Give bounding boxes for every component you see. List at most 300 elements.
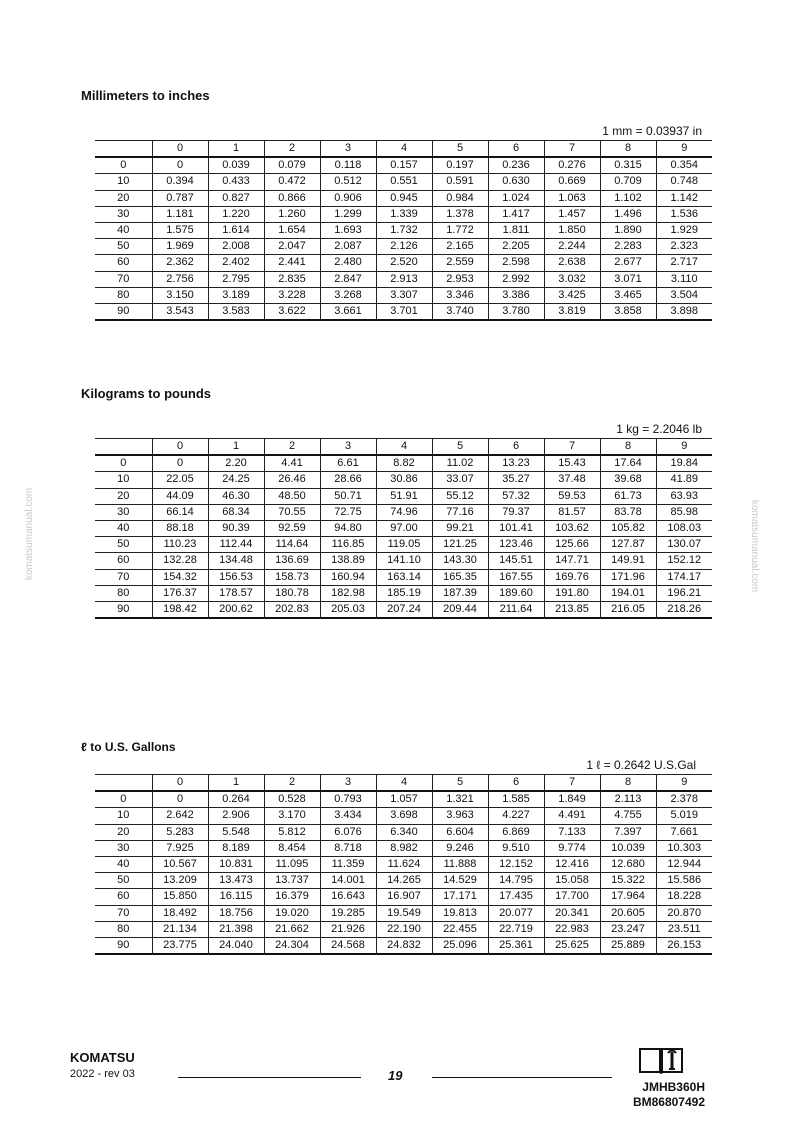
table-cell: 1.732 [376, 222, 432, 238]
table-cell: 5.019 [656, 808, 712, 824]
table-cell: 0.433 [208, 174, 264, 190]
row-header: 80 [95, 585, 152, 601]
table-cell: 3.189 [208, 287, 264, 303]
table-cell: 2.165 [432, 239, 488, 255]
table-cell: 0.748 [656, 174, 712, 190]
table-cell: 1.220 [208, 206, 264, 222]
table-cell: 3.583 [208, 303, 264, 320]
table-cell: 138.89 [320, 553, 376, 569]
table-cell: 134.48 [208, 553, 264, 569]
table-row [95, 455, 712, 472]
table-row [95, 873, 712, 889]
table-row [95, 206, 712, 222]
row-header: 10 [95, 174, 152, 190]
row-header: 40 [95, 520, 152, 536]
table-cell: 4.227 [488, 808, 544, 824]
table-cell: 2.520 [376, 255, 432, 271]
table-cell: 20.605 [600, 905, 656, 921]
table-cell: 0.630 [488, 174, 544, 190]
table-cell: 145.51 [488, 553, 544, 569]
table-cell: 24.304 [264, 937, 320, 954]
table-cell: 3.963 [432, 808, 488, 824]
table-cell: 1.102 [600, 190, 656, 206]
table-cell: 2.835 [264, 271, 320, 287]
table-cell: 21.926 [320, 921, 376, 937]
conversion-note-kg: 1 kg = 2.2046 lb [616, 422, 702, 436]
table-cell: 59.53 [544, 488, 600, 504]
table-cell: 18.756 [208, 905, 264, 921]
table-cell: 23.247 [600, 921, 656, 937]
table-cell: 0.118 [320, 157, 376, 174]
table-row [95, 585, 712, 601]
table-cell: 66.14 [152, 504, 208, 520]
table-cell: 132.28 [152, 553, 208, 569]
table-cell: 0 [152, 791, 208, 808]
table-cell: 13.737 [264, 873, 320, 889]
table-cell: 48.50 [264, 488, 320, 504]
table-cell: 116.85 [320, 537, 376, 553]
table-cell: 1.321 [432, 791, 488, 808]
table-cell: 136.69 [264, 553, 320, 569]
table-cell: 92.59 [264, 520, 320, 536]
table-cell: 3.858 [600, 303, 656, 320]
table-cell: 3.307 [376, 287, 432, 303]
row-header: 30 [95, 840, 152, 856]
table-cell: 39.68 [600, 472, 656, 488]
row-header: 90 [95, 937, 152, 954]
table-cell: 2.323 [656, 239, 712, 255]
column-header: 3 [320, 775, 376, 792]
table-cell: 11.624 [376, 856, 432, 872]
table-cell: 79.37 [488, 504, 544, 520]
column-header [95, 439, 152, 456]
table-cell: 101.41 [488, 520, 544, 536]
table-cell: 202.83 [264, 601, 320, 618]
table-cell: 216.05 [600, 601, 656, 618]
table-cell: 141.10 [376, 553, 432, 569]
table-cell: 25.625 [544, 937, 600, 954]
table-cell: 0.793 [320, 791, 376, 808]
table-cell: 21.134 [152, 921, 208, 937]
table-cell: 0.945 [376, 190, 432, 206]
row-header: 60 [95, 889, 152, 905]
column-header: 4 [376, 141, 432, 158]
table-row [95, 937, 712, 954]
table-cell: 160.94 [320, 569, 376, 585]
table-cell: 2.598 [488, 255, 544, 271]
table-cell: 37.48 [544, 472, 600, 488]
table-row [95, 856, 712, 872]
table-cell: 88.18 [152, 520, 208, 536]
row-header: 80 [95, 287, 152, 303]
table-cell: 147.71 [544, 553, 600, 569]
table-cell: 0 [152, 157, 208, 174]
table-cell: 149.91 [600, 553, 656, 569]
table-cell: 25.889 [600, 937, 656, 954]
table-cell: 205.03 [320, 601, 376, 618]
column-header: 8 [600, 141, 656, 158]
table-cell: 187.39 [432, 585, 488, 601]
table-cell: 182.98 [320, 585, 376, 601]
table-cell: 19.84 [656, 455, 712, 472]
section-title-kg-to-lb: Kilograms to pounds [81, 386, 211, 401]
column-header: 6 [488, 141, 544, 158]
row-header: 70 [95, 271, 152, 287]
table-cell: 0.197 [432, 157, 488, 174]
column-header: 7 [544, 439, 600, 456]
table-cell: 178.57 [208, 585, 264, 601]
table-cell: 158.73 [264, 569, 320, 585]
table-cell: 0.315 [600, 157, 656, 174]
row-header: 50 [95, 873, 152, 889]
table-cell: 24.25 [208, 472, 264, 488]
table-cell: 1.378 [432, 206, 488, 222]
table-cell: 13.209 [152, 873, 208, 889]
table-cell: 110.23 [152, 537, 208, 553]
table-cell: 5.283 [152, 824, 208, 840]
column-header: 1 [208, 439, 264, 456]
table-cell: 17.435 [488, 889, 544, 905]
table-row [95, 520, 712, 536]
row-header: 30 [95, 206, 152, 222]
section-title-mm-to-in: Millimeters to inches [81, 88, 210, 103]
table-cell: 19.285 [320, 905, 376, 921]
table-cell: 2.906 [208, 808, 264, 824]
table-cell: 28.66 [320, 472, 376, 488]
column-header: 9 [656, 439, 712, 456]
table-cell: 2.847 [320, 271, 376, 287]
table-cell: 0.354 [656, 157, 712, 174]
column-header: 7 [544, 775, 600, 792]
row-header: 20 [95, 824, 152, 840]
table-cell: 3.543 [152, 303, 208, 320]
table-cell: 194.01 [600, 585, 656, 601]
table-cell: 0.591 [432, 174, 488, 190]
table-cell: 2.402 [208, 255, 264, 271]
table-cell: 16.643 [320, 889, 376, 905]
table-cell: 6.340 [376, 824, 432, 840]
table-row [95, 889, 712, 905]
table-cell: 0.079 [264, 157, 320, 174]
table-cell: 5.548 [208, 824, 264, 840]
table-cell: 2.992 [488, 271, 544, 287]
table-cell: 10.567 [152, 856, 208, 872]
table-cell: 77.16 [432, 504, 488, 520]
table-cell: 213.85 [544, 601, 600, 618]
table-kg-to-lb [95, 438, 712, 619]
table-cell: 0.264 [208, 791, 264, 808]
table-cell: 5.812 [264, 824, 320, 840]
table-cell: 85.98 [656, 504, 712, 520]
table-cell: 68.34 [208, 504, 264, 520]
table-cell: 15.850 [152, 889, 208, 905]
table-cell: 11.359 [320, 856, 376, 872]
table-cell: 1.654 [264, 222, 320, 238]
table-cell: 2.244 [544, 239, 600, 255]
table-cell: 1.063 [544, 190, 600, 206]
table-cell: 22.719 [488, 921, 544, 937]
table-cell: 15.586 [656, 873, 712, 889]
table-cell: 0.394 [152, 174, 208, 190]
table-row [95, 808, 712, 824]
table-cell: 61.73 [600, 488, 656, 504]
table-cell: 11.02 [432, 455, 488, 472]
table-cell: 143.30 [432, 553, 488, 569]
table-cell: 19.020 [264, 905, 320, 921]
table-cell: 2.717 [656, 255, 712, 271]
table-cell: 1.693 [320, 222, 376, 238]
table-cell: 1.260 [264, 206, 320, 222]
table-row [95, 255, 712, 271]
document-code-2: BM86807492 [632, 1095, 705, 1109]
table-cell: 2.642 [152, 808, 208, 824]
table-cell: 154.32 [152, 569, 208, 585]
table-cell: 8.454 [264, 840, 320, 856]
column-header: 8 [600, 775, 656, 792]
column-header: 4 [376, 775, 432, 792]
table-cell: 7.133 [544, 824, 600, 840]
table-cell: 46.30 [208, 488, 264, 504]
table-cell: 3.622 [264, 303, 320, 320]
table-cell: 10.831 [208, 856, 264, 872]
table-cell: 14.001 [320, 873, 376, 889]
column-header: 3 [320, 141, 376, 158]
table-cell: 1.575 [152, 222, 208, 238]
column-header: 0 [152, 439, 208, 456]
column-header: 2 [264, 775, 320, 792]
table-cell: 9.510 [488, 840, 544, 856]
table-cell: 3.346 [432, 287, 488, 303]
table-cell: 1.142 [656, 190, 712, 206]
column-header: 6 [488, 439, 544, 456]
table-cell: 8.82 [376, 455, 432, 472]
table-cell: 25.361 [488, 937, 544, 954]
table-cell: 209.44 [432, 601, 488, 618]
table-cell: 24.832 [376, 937, 432, 954]
table-cell: 1.299 [320, 206, 376, 222]
table-cell: 3.465 [600, 287, 656, 303]
table-row [95, 569, 712, 585]
column-header [95, 775, 152, 792]
table-cell: 3.661 [320, 303, 376, 320]
column-header: 0 [152, 141, 208, 158]
table-cell: 35.27 [488, 472, 544, 488]
table-cell: 1.181 [152, 206, 208, 222]
table-cell: 1.496 [600, 206, 656, 222]
table-cell: 152.12 [656, 553, 712, 569]
table-cell: 81.57 [544, 504, 600, 520]
table-cell: 2.20 [208, 455, 264, 472]
column-header: 0 [152, 775, 208, 792]
table-cell: 1.585 [488, 791, 544, 808]
table-cell: 23.775 [152, 937, 208, 954]
table-cell: 21.398 [208, 921, 264, 937]
table-cell: 1.024 [488, 190, 544, 206]
table-cell: 10.303 [656, 840, 712, 856]
table-cell: 26.153 [656, 937, 712, 954]
table-cell: 130.07 [656, 537, 712, 553]
table-cell: 70.55 [264, 504, 320, 520]
table-cell: 3.032 [544, 271, 600, 287]
table-cell: 174.17 [656, 569, 712, 585]
table-cell: 19.813 [432, 905, 488, 921]
table-cell: 163.14 [376, 569, 432, 585]
table-cell: 1.849 [544, 791, 600, 808]
table-cell: 114.64 [264, 537, 320, 553]
table-cell: 20.341 [544, 905, 600, 921]
table-cell: 105.82 [600, 520, 656, 536]
table-cell: 20.077 [488, 905, 544, 921]
table-header-row [95, 775, 712, 792]
table-cell: 198.42 [152, 601, 208, 618]
table-row [95, 287, 712, 303]
column-header: 2 [264, 141, 320, 158]
table-cell: 218.26 [656, 601, 712, 618]
table-cell: 1.457 [544, 206, 600, 222]
table-cell: 97.00 [376, 520, 432, 536]
table-cell: 14.529 [432, 873, 488, 889]
table-cell: 12.944 [656, 856, 712, 872]
table-cell: 24.568 [320, 937, 376, 954]
table-cell: 171.96 [600, 569, 656, 585]
table-cell: 2.283 [600, 239, 656, 255]
table-cell: 17.700 [544, 889, 600, 905]
table-cell: 21.662 [264, 921, 320, 937]
table-cell: 25.096 [432, 937, 488, 954]
table-cell: 9.774 [544, 840, 600, 856]
table-cell: 1.772 [432, 222, 488, 238]
table-cell: 17.64 [600, 455, 656, 472]
table-row [95, 271, 712, 287]
book-wrench-icon [638, 1045, 684, 1075]
table-cell: 3.228 [264, 287, 320, 303]
table-cell: 1.929 [656, 222, 712, 238]
table-cell: 191.80 [544, 585, 600, 601]
table-cell: 12.152 [488, 856, 544, 872]
row-header: 0 [95, 157, 152, 174]
table-cell: 23.511 [656, 921, 712, 937]
table-cell: 3.780 [488, 303, 544, 320]
table-cell: 4.41 [264, 455, 320, 472]
table-cell: 176.37 [152, 585, 208, 601]
row-header: 70 [95, 569, 152, 585]
table-cell: 57.32 [488, 488, 544, 504]
table-cell: 1.890 [600, 222, 656, 238]
table-cell: 19.549 [376, 905, 432, 921]
table-cell: 24.040 [208, 937, 264, 954]
table-cell: 0.551 [376, 174, 432, 190]
table-cell: 165.35 [432, 569, 488, 585]
section-title-l-to-gal: ℓ to U.S. Gallons [81, 740, 176, 754]
table-cell: 2.559 [432, 255, 488, 271]
table-row [95, 488, 712, 504]
table-row [95, 921, 712, 937]
table-cell: 3.110 [656, 271, 712, 287]
table-cell: 74.96 [376, 504, 432, 520]
footer-rule-right [432, 1077, 612, 1078]
row-header: 90 [95, 303, 152, 320]
table-cell: 2.047 [264, 239, 320, 255]
column-header: 6 [488, 775, 544, 792]
row-header: 60 [95, 553, 152, 569]
footer-brand: KOMATSU [70, 1050, 135, 1065]
table-cell: 0.236 [488, 157, 544, 174]
table-cell: 12.416 [544, 856, 600, 872]
table-row [95, 472, 712, 488]
row-header: 50 [95, 537, 152, 553]
column-header: 8 [600, 439, 656, 456]
table-cell: 3.740 [432, 303, 488, 320]
table-row [95, 601, 712, 618]
table-cell: 123.46 [488, 537, 544, 553]
table-cell: 2.362 [152, 255, 208, 271]
table-row [95, 504, 712, 520]
table-cell: 99.21 [432, 520, 488, 536]
table-cell: 3.150 [152, 287, 208, 303]
row-header: 80 [95, 921, 152, 937]
table-cell: 2.953 [432, 271, 488, 287]
table-cell: 94.80 [320, 520, 376, 536]
table-cell: 17.171 [432, 889, 488, 905]
row-header: 40 [95, 856, 152, 872]
table-cell: 13.473 [208, 873, 264, 889]
table-row [95, 537, 712, 553]
table-cell: 0.512 [320, 174, 376, 190]
table-cell: 2.795 [208, 271, 264, 287]
table-cell: 1.057 [376, 791, 432, 808]
row-header: 0 [95, 791, 152, 808]
table-cell: 103.62 [544, 520, 600, 536]
table-cell: 63.93 [656, 488, 712, 504]
table-cell: 3.071 [600, 271, 656, 287]
table-cell: 6.076 [320, 824, 376, 840]
table-cell: 211.64 [488, 601, 544, 618]
table-cell: 0.827 [208, 190, 264, 206]
table-cell: 119.05 [376, 537, 432, 553]
table-cell: 196.21 [656, 585, 712, 601]
table-cell: 0.472 [264, 174, 320, 190]
column-header: 1 [208, 775, 264, 792]
table-cell: 2.126 [376, 239, 432, 255]
table-row [95, 157, 712, 174]
row-header: 20 [95, 488, 152, 504]
table-cell: 15.43 [544, 455, 600, 472]
document-code-1: JMHB360H [642, 1080, 705, 1094]
row-header: 30 [95, 504, 152, 520]
column-header: 4 [376, 439, 432, 456]
table-cell: 1.850 [544, 222, 600, 238]
table-cell: 0.787 [152, 190, 208, 206]
table-cell: 7.397 [600, 824, 656, 840]
column-header: 5 [432, 141, 488, 158]
table-cell: 0 [152, 455, 208, 472]
table-cell: 3.268 [320, 287, 376, 303]
table-cell: 0.528 [264, 791, 320, 808]
table-row [95, 791, 712, 808]
table-mm-to-in [95, 140, 712, 321]
table-cell: 2.113 [600, 791, 656, 808]
table-cell: 72.75 [320, 504, 376, 520]
column-header: 2 [264, 439, 320, 456]
column-header: 5 [432, 439, 488, 456]
table-cell: 127.87 [600, 537, 656, 553]
table-row [95, 824, 712, 840]
row-header: 50 [95, 239, 152, 255]
row-header: 70 [95, 905, 152, 921]
table-cell: 0.669 [544, 174, 600, 190]
table-row [95, 239, 712, 255]
table-cell: 2.378 [656, 791, 712, 808]
